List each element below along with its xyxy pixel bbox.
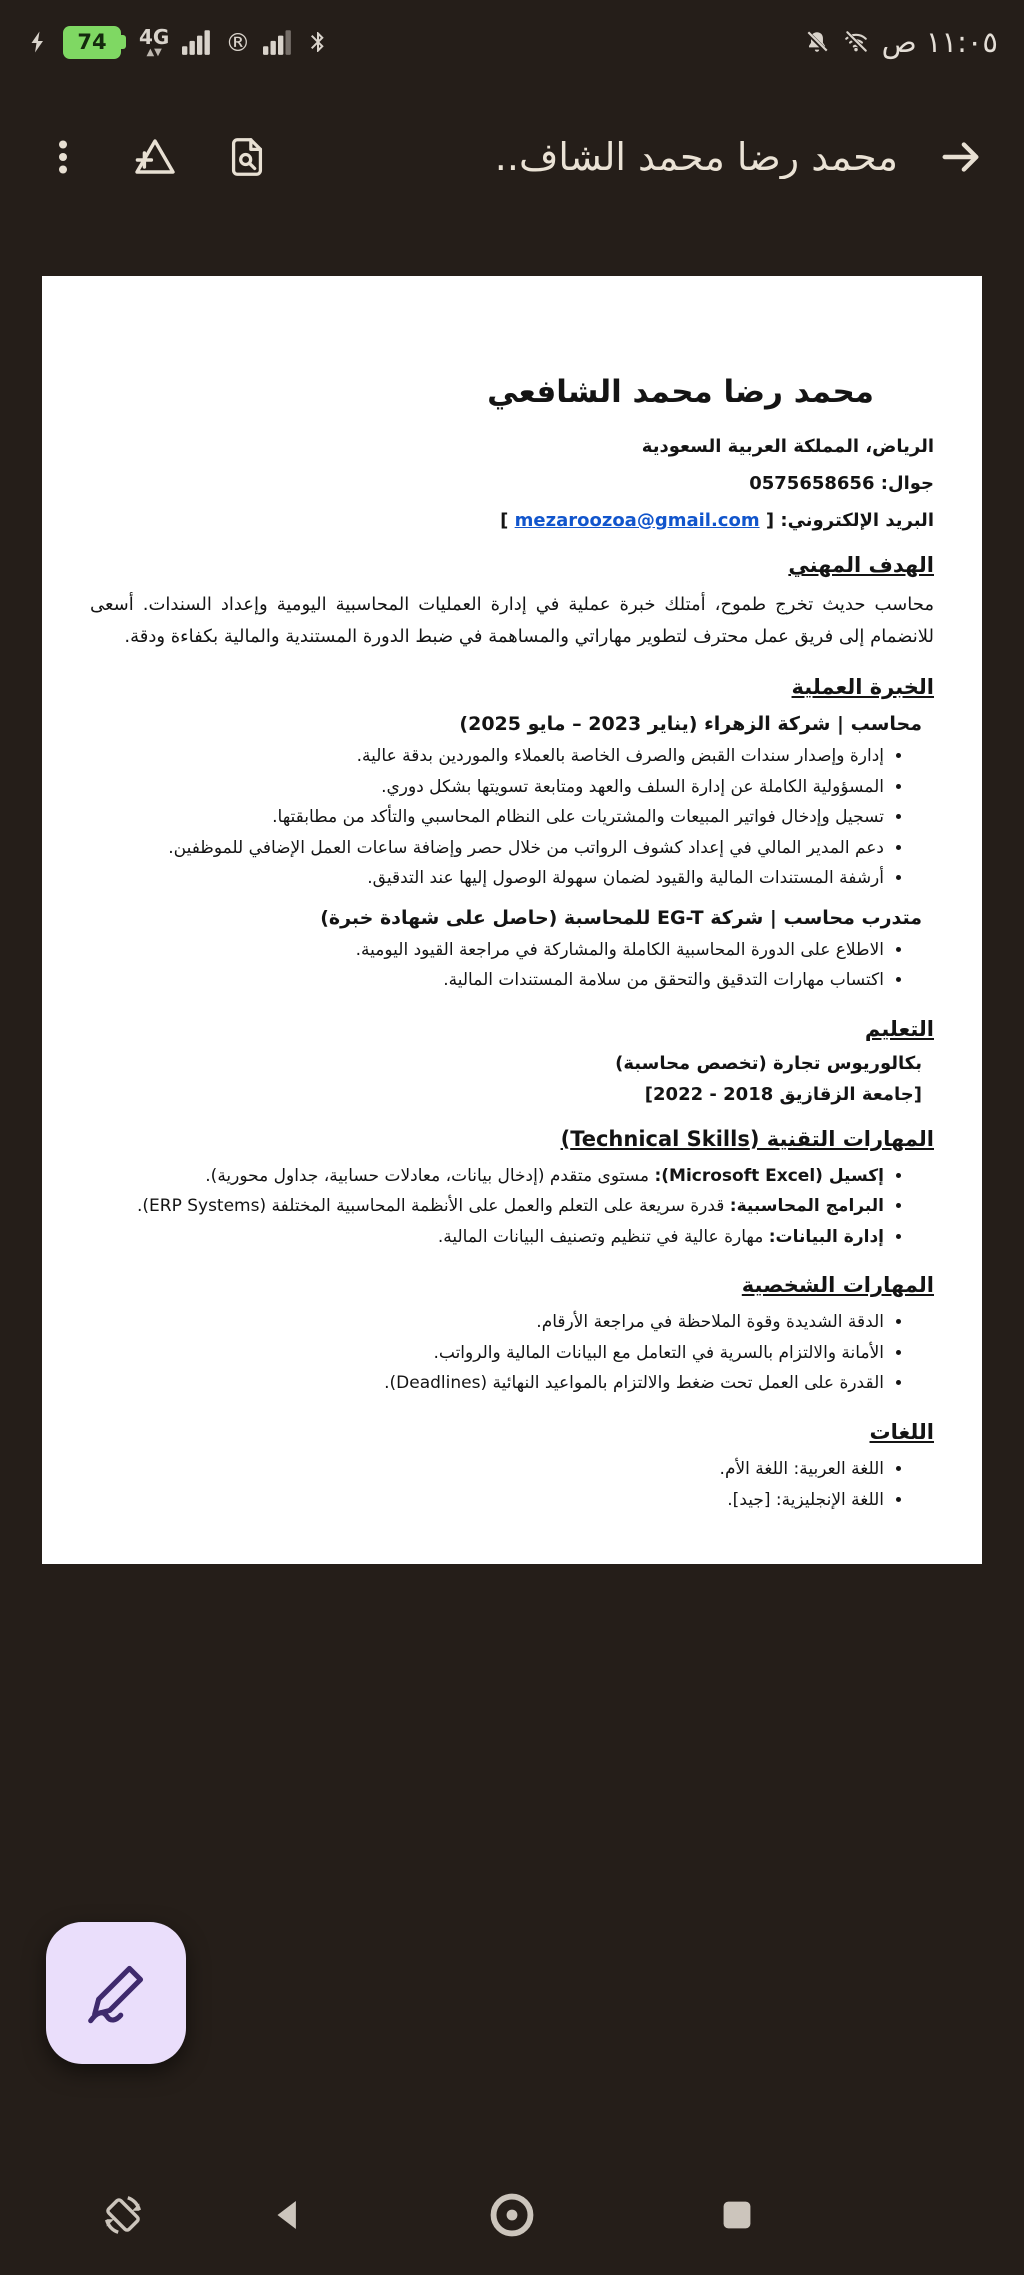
wifi-off-icon	[843, 29, 869, 55]
personal-bullet-list	[90, 1309, 928, 1398]
back-arrow-icon	[938, 134, 984, 180]
bullet-item: • أرشفة المستندات المالية والقيود لضمان سهولة الوصول إليها عند التدقيق.	[90, 865, 884, 893]
signal-bars-icon	[263, 28, 293, 56]
home-circle-icon	[485, 2188, 539, 2242]
back-triangle-icon	[267, 2194, 309, 2236]
email-label: البريد الإلكتروني:	[780, 510, 934, 531]
overflow-menu-icon	[43, 137, 83, 177]
back-button[interactable]	[932, 128, 990, 186]
section-heading-languages: اللغات	[869, 1419, 934, 1444]
email-link[interactable]: mezaroozoa@gmail.com	[514, 510, 760, 531]
rotate-screen-icon	[100, 2192, 146, 2238]
job1-title: محاسب | شركة الزهراء (يناير 2023 – مايو 2025)	[459, 713, 922, 736]
edit-fab[interactable]	[46, 1922, 186, 2064]
bullet-item: • الدقة الشديدة وقوة الملاحظة في مراجعة الأرقام.	[90, 1309, 884, 1337]
find-in-document-icon	[224, 134, 270, 180]
email-open-bracket: [	[500, 510, 509, 531]
bullet-item: • الأمانة والالتزام بالسرية في التعامل مع البيانات المالية والرواتب.	[90, 1340, 884, 1368]
bullet-text: قدرة سريعة على التعلم والعمل على الأنظمة المحاسبية المختلفة (ERP Systems).	[136, 1196, 725, 1217]
battery-tip	[121, 35, 126, 49]
section-heading-experience: الخبرة العملية	[791, 675, 934, 700]
nav-recents-button[interactable]	[714, 2192, 760, 2238]
add-to-drive-button[interactable]	[126, 128, 184, 186]
navigation-bar	[0, 2155, 1024, 2275]
bullet-item	[90, 1163, 884, 1191]
education-university: [جامعة الزقازيق 2018 - 2022]	[644, 1083, 922, 1105]
bullet-text: مهارة عالية في تنظيم وتصنيف البيانات المالية.	[437, 1226, 764, 1247]
resume-location: الرياض، المملكة العربية السعودية	[641, 436, 934, 457]
section-heading-technical-skills: المهارات التقنية (Technical Skills)	[560, 1126, 934, 1151]
bullet-item: • دعم المدير المالي في إعداد كشوف الرواتب من خلال حصر وإضافة ساعات العمل الإضافي للموظفين.	[90, 835, 884, 863]
bullet-item: • اللغة العربية: اللغة الأم.	[90, 1456, 884, 1484]
bullet-item: • اكتساب مهارات التدقيق والتحقق من سلامة المستندات المالية.	[90, 967, 884, 995]
objective-text: محاسب حديث تخرج طموح، أمتلك خبرة عملية في إدارة العمليات المحاسبية اليومية وإعداد السندات. أسعى للانضمام إلى فريق عمل محترف لتطوير مهاراتي والمساهمة في ضبط الدورة المستندية والمالية بكفاءة ودقة.	[90, 594, 934, 648]
charging-bolt-icon	[26, 27, 50, 57]
languages-bullet-list	[90, 1456, 928, 1514]
technical-bullet-list	[90, 1163, 928, 1252]
battery-percent: 74	[63, 26, 121, 59]
section-heading-personal-skills: المهارات الشخصية	[741, 1273, 934, 1298]
bluetooth-icon	[306, 28, 330, 56]
resume-page	[42, 276, 982, 1564]
job1-bullet-list	[90, 743, 928, 893]
resume-email-line	[90, 510, 934, 531]
email-bracketed	[500, 510, 774, 531]
battery-icon	[63, 26, 126, 59]
bullet-item: • القدرة على العمل تحت ضغط والالتزام بالمواعيد النهائية (Deadlines).	[90, 1370, 884, 1398]
section-heading-education: التعليم	[864, 1016, 934, 1041]
bullet-lead: إدارة البيانات:	[768, 1226, 884, 1247]
bullet-text: مستوى متقدم (إدخال بيانات، معادلات حسابية، جداول محورية).	[205, 1165, 650, 1186]
bullet-item: • إدارة وإصدار سندات القبض والصرف الخاصة بالعملاء والموردين بدقة عالية.	[90, 743, 884, 771]
recents-square-icon	[714, 2192, 760, 2238]
bullet-lead: إكسيل (Microsoft Excel):	[654, 1165, 884, 1186]
nav-home-button[interactable]	[485, 2188, 539, 2242]
education-degree: بكالوريوس تجارة (تخصص محاسبة)	[615, 1052, 922, 1074]
email-close-bracket: ]	[765, 510, 775, 531]
bullet-item: • اللغة الإنجليزية: [جيد].	[90, 1487, 884, 1515]
roaming-icon: ®	[225, 27, 251, 57]
signature-pen-icon	[78, 1955, 154, 2031]
bullet-item	[90, 1193, 884, 1221]
data-arrows-icon: ▲▼	[146, 46, 162, 58]
bullet-item: • تسجيل وإدخال فواتير المبيعات والمشتريات على النظام المحاسبي والتأكد من مطابقتها.	[90, 804, 884, 832]
find-in-document-button[interactable]	[218, 128, 276, 186]
nav-back-button[interactable]	[267, 2194, 309, 2236]
bullet-item: • المسؤولية الكاملة عن إدارة السلف والعهد ومتابعة تسويتها بشكل دوري.	[90, 774, 884, 802]
alarm-off-icon	[804, 29, 830, 55]
job2-title: متدرب محاسب | شركة EG-T للمحاسبة (حاصل على شهادة خبرة)	[320, 906, 922, 929]
clock: ١١:٠٥ ص	[881, 25, 998, 59]
status-bar-left	[26, 26, 330, 59]
overflow-menu-button[interactable]	[34, 128, 92, 186]
rotate-screen-button[interactable]	[100, 2192, 146, 2238]
app-toolbar	[0, 102, 1024, 212]
document-title: محمد رضا محمد الشاف..	[494, 135, 898, 179]
network-type-indicator	[139, 24, 170, 58]
resume-name: محمد رضا محمد الشافعي	[487, 374, 874, 410]
signal-bars-icon	[182, 28, 212, 56]
bullet-item: • الاطلاع على الدورة المحاسبية الكاملة والمشاركة في مراجعة القيود اليومية.	[90, 937, 884, 965]
job2-bullet-list	[90, 937, 928, 995]
bullet-lead: البرامج المحاسبية:	[729, 1196, 884, 1217]
section-heading-objective: الهدف المهني	[788, 553, 934, 577]
status-bar-right	[804, 25, 998, 59]
status-bar	[0, 0, 1024, 84]
add-to-drive-icon	[131, 133, 179, 181]
network-type-label: 4G	[139, 24, 170, 49]
bullet-item	[90, 1224, 884, 1252]
resume-phone: جوال: 0575658656	[749, 473, 934, 494]
